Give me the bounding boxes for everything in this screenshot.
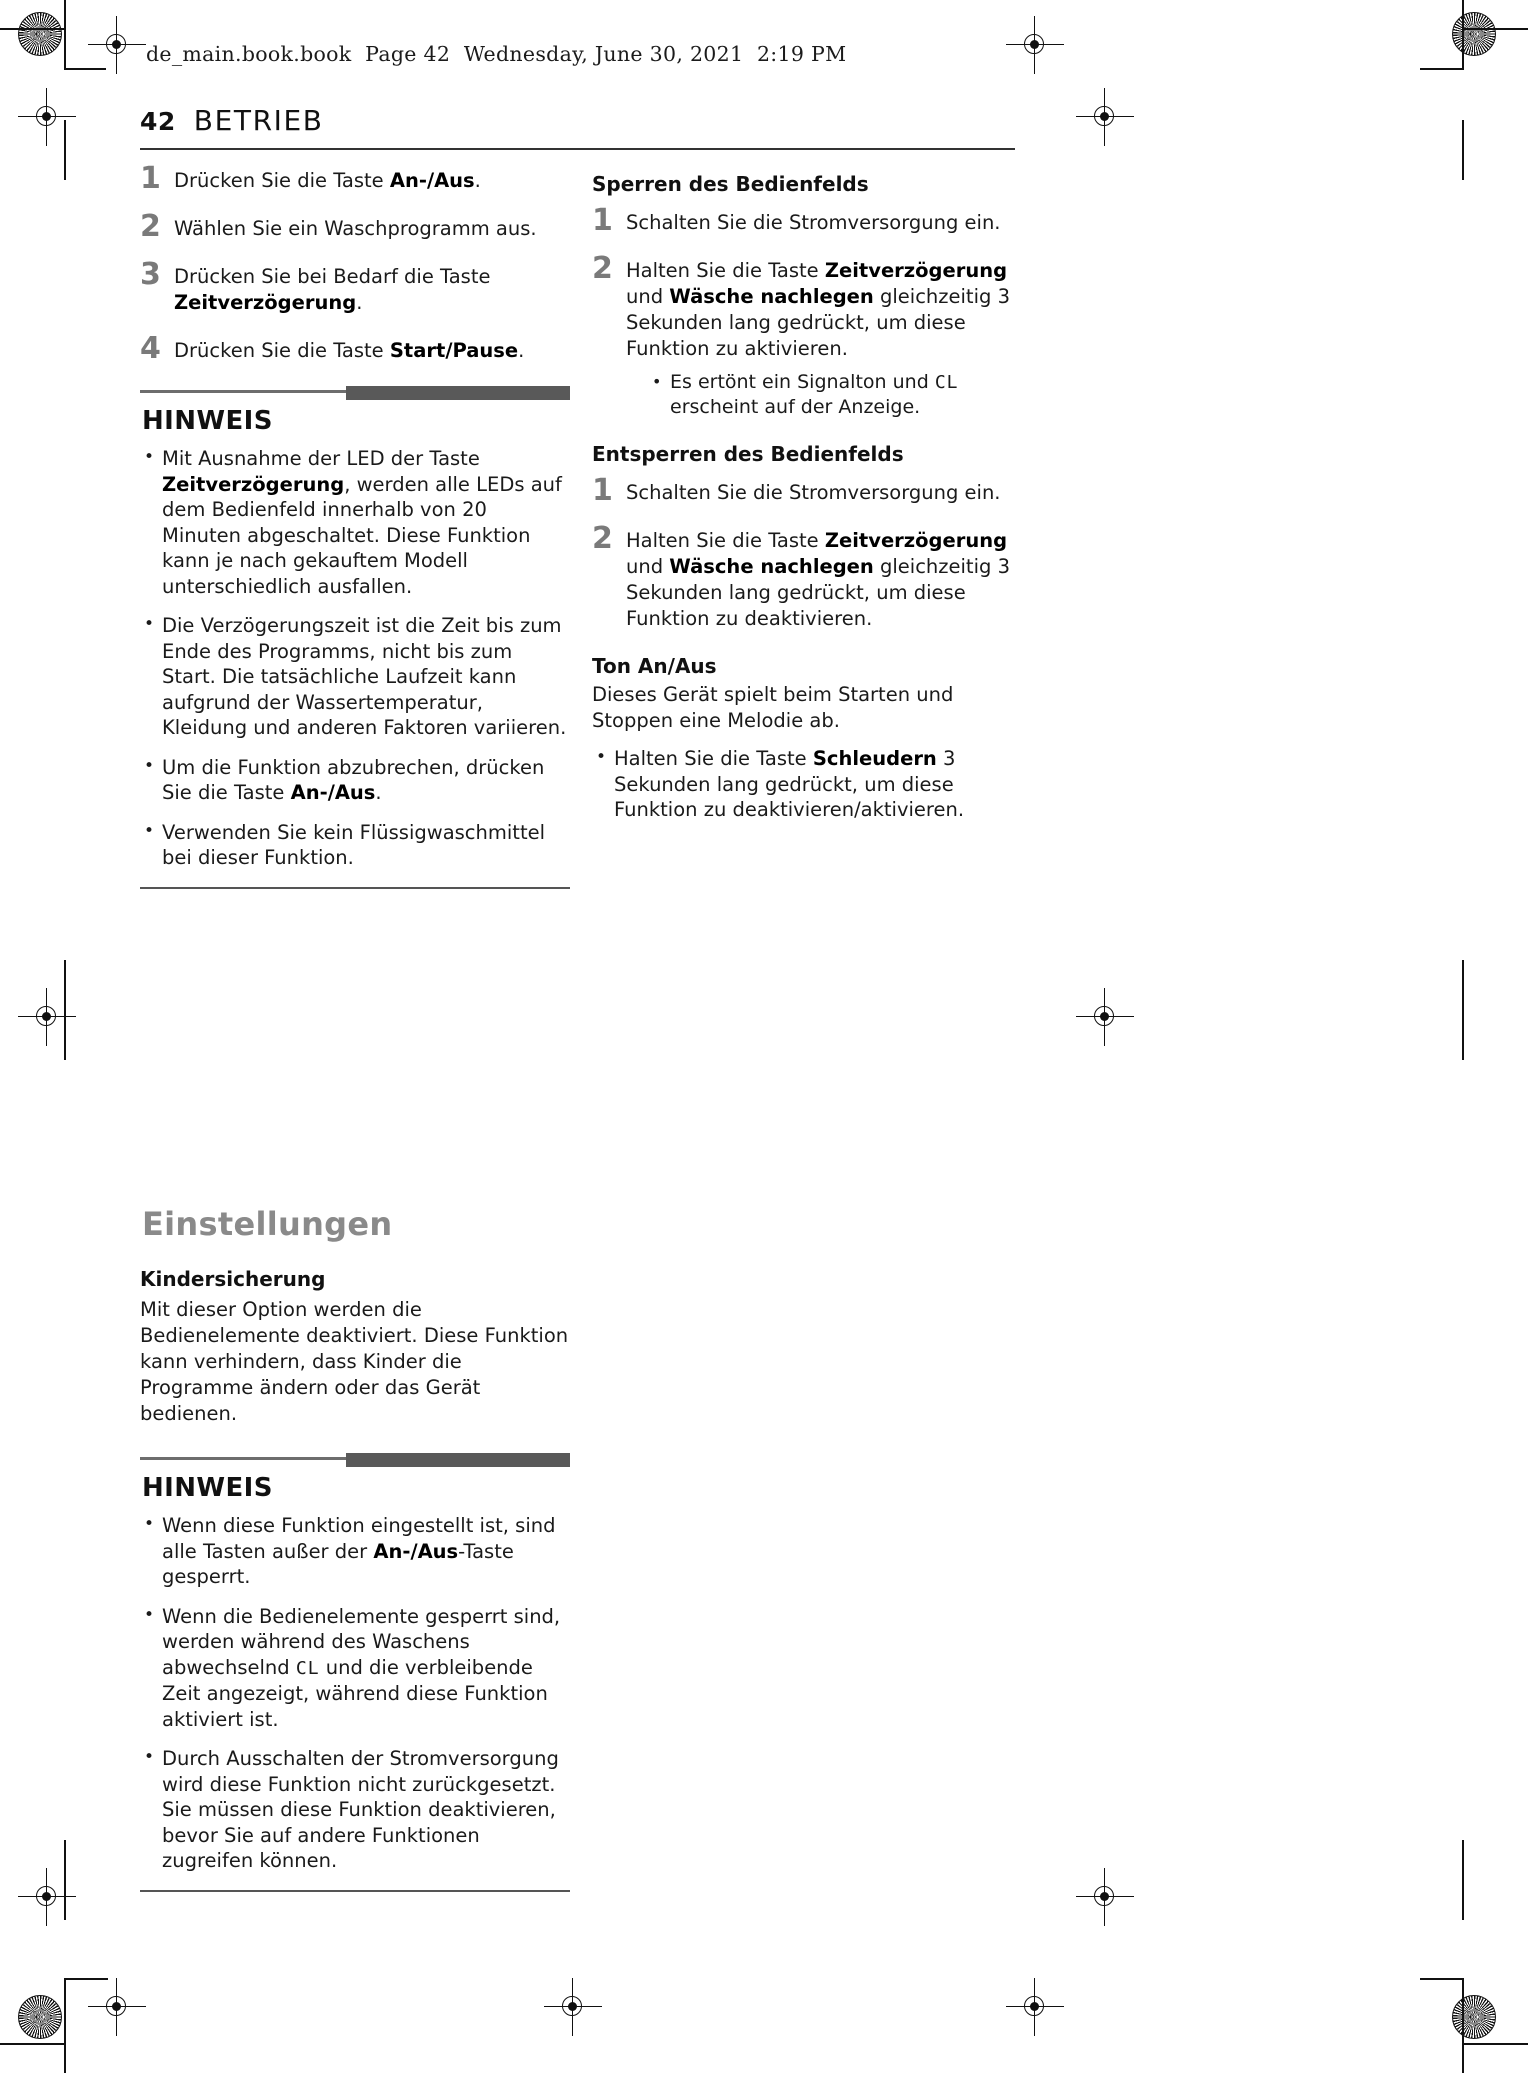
registration-mark-bottom-center [556,1990,590,2024]
list-item [140,1746,570,1874]
step-text-tail: . [474,169,481,192]
step-text-bold-1: Zeitverzögerung [824,259,1008,282]
step-number: 2 [592,521,613,556]
step-number: 2 [592,251,613,286]
crop-guide-right-v3 [1462,1840,1464,1920]
crop-line-top-left-v [64,0,66,30]
step-item [592,251,1024,420]
note-header-bar [140,386,570,400]
lcd-display-glyph: CL [934,372,959,393]
note-header-bar [140,1453,570,1467]
child-lock-heading: Kindersicherung [140,1267,326,1291]
section-heading-unlock: Entsperren des Bedienfelds [592,442,904,466]
list-item [140,446,570,599]
step-item [140,209,570,244]
bullet-text-a: Verwenden Sie kein Flüssigwaschmittel bei dieser Funktion. [162,820,546,869]
registration-mark-left-lower [30,1880,64,1914]
crop-line-top-right-h [1462,28,1528,30]
registration-mark-right-lower [1088,1880,1122,1914]
sound-bullet-list [592,746,1024,823]
step-number: 2 [140,209,161,244]
settings-section [140,1205,570,1892]
step-text [174,216,570,242]
bullet-text-bold: Schleudern [812,747,937,770]
step-text-a: Halten Sie die Taste [626,529,825,552]
bullet-text-bold: An-/Aus [290,781,376,804]
bullet-text-b: , werden alle LEDs auf dem Bedienfeld innerhalb von 20 Minuten abgeschaltet. Diese Funktion kann je nach gekauftem Modell unterschiedlich ausfallen. [162,472,562,598]
starburst-mark-bottom-right [1452,1995,1496,2039]
bullet-text-bold: An-/Aus [373,1539,459,1563]
step-item [140,161,570,196]
bullet-text-bold: Zeitverzögerung [162,472,345,496]
crop-line-top-right-v [1462,0,1464,30]
note-bottom-divider [140,1890,570,1892]
step-number: 1 [592,203,613,238]
crop-guide-left-v2 [64,960,66,1060]
page-number: 42 [140,107,176,136]
step-item [140,257,570,316]
note-bar-thin-rule [140,390,346,393]
crop-frame-right-h [1420,68,1464,70]
step-text [626,528,1024,632]
sound-section-body: Dieses Gerät spielt beim Starten und Stoppen eine Melodie ab. [592,683,954,732]
step-text [174,264,570,316]
step-text-b: und [626,285,670,308]
section-heading-sound: Ton An/Aus [592,654,717,678]
step-item [592,203,1024,238]
step-text-bold: Zeitverzögerung [174,291,357,314]
step-item [592,473,1024,508]
step-text: Schalten Sie die Stromversorgung ein. [626,211,1001,234]
section-heading-lock: Sperren des Bedienfelds [592,172,869,196]
step-text-c: gleichzeitig 3 Sekunden lang gedrückt, um diese Funktion zu deaktivieren. [626,555,1010,630]
crop-line-bottom-right-v [1462,2043,1464,2073]
registration-mark-top-left [100,28,134,62]
note-bar-thick-block [346,386,570,400]
starburst-mark-top-left [18,12,62,56]
step-text [626,258,1024,420]
crop-guide-right-v [1462,120,1464,180]
step-text-plain: Drücken Sie die Taste [174,169,390,192]
title-divider [140,148,1015,150]
registration-mark-bottom-left [100,1990,134,2024]
bullet-text-a: Mit Ausnahme der LED der Taste [162,447,480,470]
list-item [140,1604,570,1733]
sub-bullet-text-b: erscheint auf der Anzeige. [670,396,921,418]
step-text-bold: Start/Pause [389,339,519,362]
crop-guide-left-v3 [64,1840,66,1920]
step-text-plain: Drücken Sie die Taste [174,339,390,362]
step-text-plain: Drücken Sie bei Bedarf die Taste [174,265,491,288]
lcd-display-glyph: CL [295,1657,320,1679]
crop-frame-bl-v [64,1978,66,2044]
registration-mark-top-right [1018,28,1052,62]
list-item [650,370,1024,420]
note-bar-thin-rule [140,1457,346,1460]
step-text-bold-2: Wäsche nachlegen [669,555,874,578]
crop-guide-left-v [64,120,66,180]
crop-line-bottom-right-h [1462,2043,1528,2045]
step-text [174,168,570,194]
bullet-text-a: Wenn diese Funktion eingestellt ist, sind alle Tasten außer der [162,1514,556,1563]
chapter-title: BETRIEB [193,104,324,137]
crop-frame-right-v [1462,28,1464,70]
right-column [592,172,1024,837]
settings-note-bullet-list [140,1513,570,1874]
list-item [592,746,1024,823]
note-bar-thick-block [346,1453,570,1467]
starburst-mark-top-right [1452,12,1496,56]
crop-frame-br-v [1462,1978,1464,2044]
note-title: HINWEIS [142,406,273,436]
crop-line-bottom-left-v [64,2043,66,2073]
step-text: Schalten Sie die Stromversorgung ein. [626,481,1001,504]
registration-mark-left-middle [30,1000,64,1034]
step-number: 1 [140,161,161,196]
bullet-text-a: Halten Sie die Taste [614,747,813,770]
step-number: 1 [592,473,613,508]
crop-line-top-left-h [0,28,66,30]
step-number: 4 [140,331,161,366]
crop-line-bottom-left-h [0,2043,66,2045]
crop-frame-br-h [1420,1978,1464,1980]
list-item [140,755,570,806]
note-bottom-divider [140,887,570,889]
bullet-text-a: Durch Ausschalten der Stromversorgung wird diese Funktion nicht zurückgesetzt. Sie müssen diese Funktion deaktivieren, bevor Sie auf andere Funktionen zugreifen können. [162,1747,559,1872]
sub-bullet-text-a: Es ertönt ein Signalton und [670,371,935,393]
list-item [140,820,570,871]
step-item [140,331,570,366]
page-title [140,104,324,137]
bullet-text-a: Die Verzögerungszeit ist die Zeit bis zum Ende des Programms, nicht bis zum Start. Die tatsächliche Laufzeit kann aufgrund der Wassertemperatur, Kleidung und anderen Faktoren variieren. [162,614,567,739]
bullet-text-b: -Taste gesperrt. [162,1539,514,1588]
step-text-tail: . [356,291,363,314]
step-text-bold-1: Zeitverzögerung [824,529,1008,552]
step-text-b: und [626,555,670,578]
bullet-text-b: 3 Sekunden lang gedrückt, um diese Funktion zu deaktivieren/aktivieren. [614,747,965,821]
registration-mark-bottom-right [1018,1990,1052,2024]
settings-title: Einstellungen [142,1205,393,1243]
step-number: 3 [140,257,161,292]
step-text-a: Halten Sie die Taste [626,259,825,282]
crop-frame-left-v [64,28,66,70]
list-item [140,1513,570,1590]
bullet-text-a: Wenn die Bedienelemente gesperrt sind, werden während des Waschens abwechselnd [162,1604,561,1679]
step-text-c: gleichzeitig 3 Sekunden lang gedrückt, um diese Funktion zu aktivieren. [626,285,1010,360]
sub-bullet-list [626,370,1024,420]
step-text-plain: Wählen Sie ein Waschprogramm aus. [174,217,537,240]
file-header-line: de_main.book.book Page 42 Wednesday, June 30, 2021 2:19 PM [146,42,847,66]
registration-mark-left-upper [30,100,64,134]
bullet-text-a: Um die Funktion abzubrechen, drücken Sie die Taste [162,755,545,804]
crop-guide-right-v2 [1462,960,1464,1060]
list-item [140,613,570,741]
child-lock-body: Mit dieser Option werden die Bedienelemente deaktiviert. Diese Funktion kann verhindern, dass Kinder die Programme ändern oder das Gerät bedienen. [140,1298,569,1425]
note-title: HINWEIS [142,1473,273,1503]
step-text-tail: . [518,339,525,362]
step-text-bold-2: Wäsche nachlegen [669,285,874,308]
crop-frame-left-h [64,68,106,70]
step-text-bold: An-/Aus [389,169,475,192]
bullet-text-b: und die verbleibende Zeit angezeigt, während diese Funktion aktiviert ist. [162,1655,548,1731]
note-bullet-list [140,446,570,871]
registration-mark-right-middle [1088,1000,1122,1034]
left-column [140,161,570,889]
step-item [592,521,1024,632]
registration-mark-right-upper [1088,100,1122,134]
starburst-mark-bottom-left [18,1995,62,2039]
bullet-text-b: . [375,781,382,804]
crop-frame-bl-h [64,1978,108,1980]
step-text [174,338,570,364]
